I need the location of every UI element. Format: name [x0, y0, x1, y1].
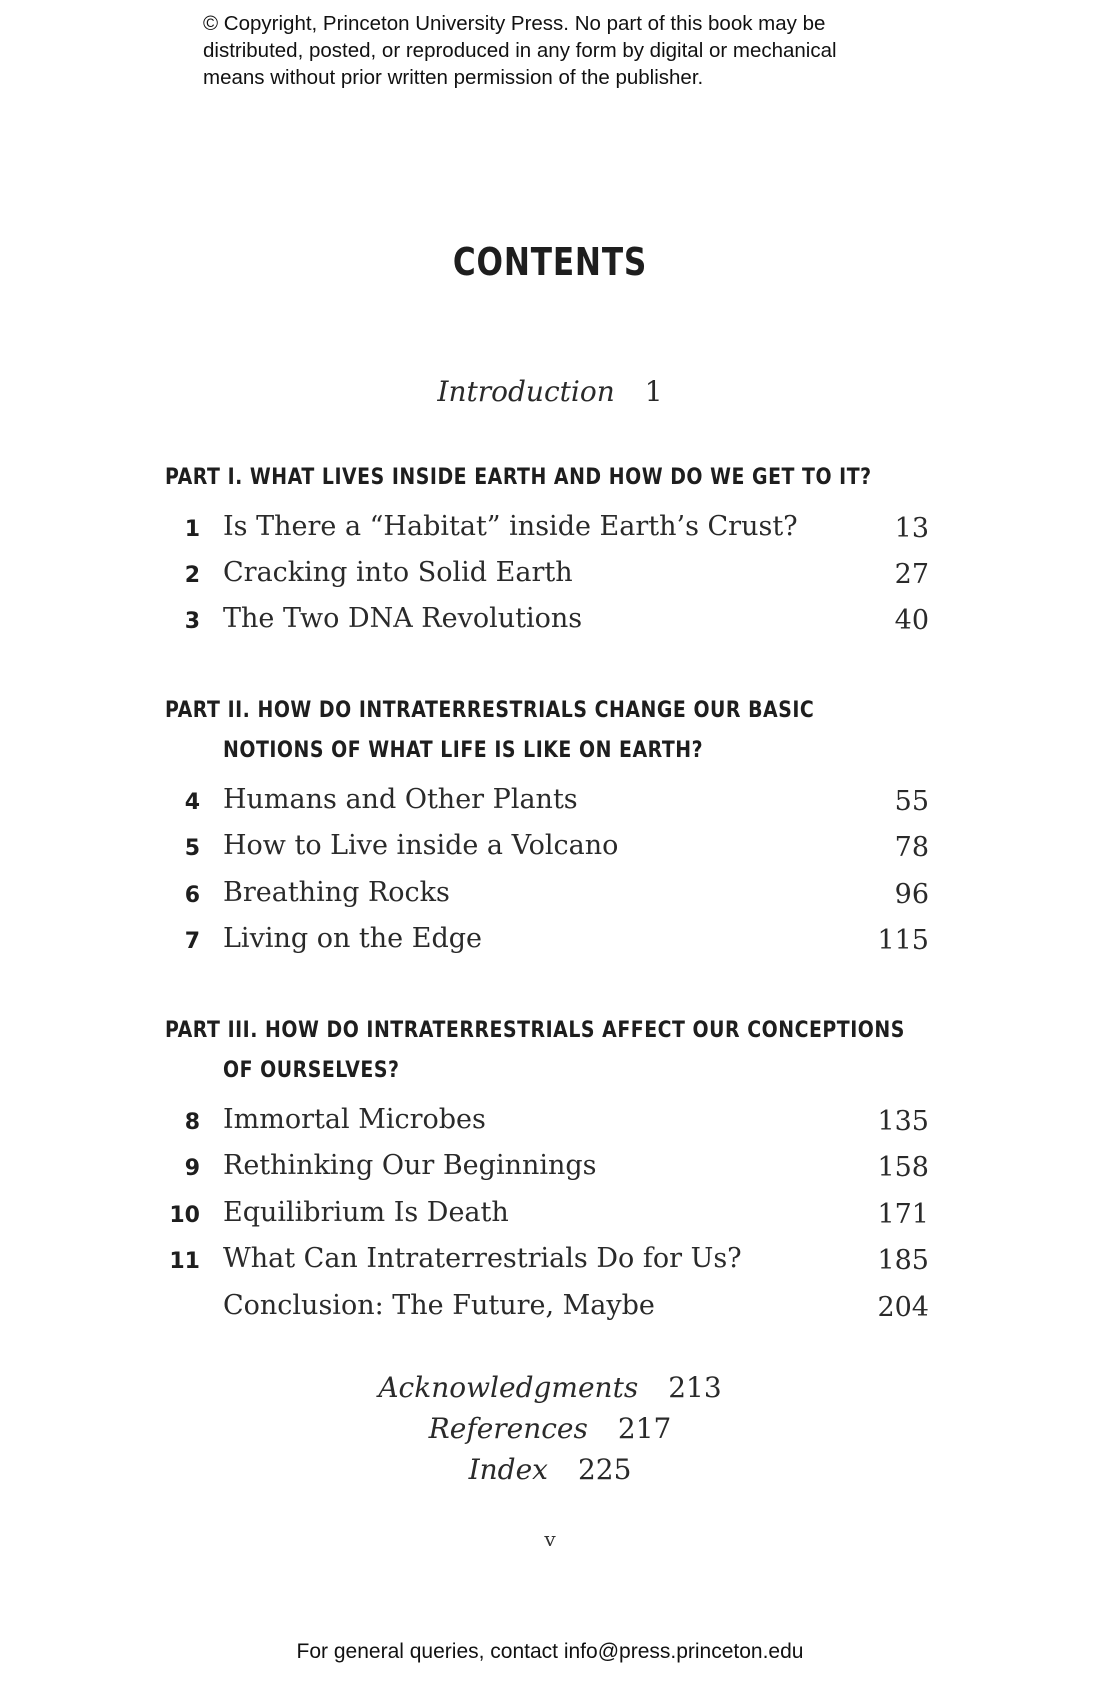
footer-contact-note: For general queries, contact info@press.princeton.edu — [296, 1640, 804, 1663]
chapter-title: Is There a “Habitat” inside Earth’s Crust? — [223, 511, 798, 542]
chapter-page: 171 — [877, 1199, 929, 1230]
toc-entry-title: Index — [468, 1453, 548, 1486]
toc-entry-index[interactable] — [0, 1453, 1100, 1486]
toc-entry-acknowledgments[interactable] — [0, 1371, 1100, 1404]
copyright-notice — [203, 10, 923, 91]
chapter-title: Immortal Microbes — [223, 1104, 486, 1135]
chapter-title: Breathing Rocks — [223, 877, 450, 908]
toc-entry-title: Acknowledgments — [378, 1371, 639, 1404]
toc-chapter-row[interactable] — [165, 1290, 929, 1330]
chapter-number: 11 — [169, 1249, 200, 1274]
toc-entry-title: References — [428, 1412, 588, 1445]
chapter-title: Cracking into Solid Earth — [223, 557, 573, 588]
chapter-page: 13 — [894, 513, 929, 544]
toc-chapter-row[interactable] — [165, 1104, 929, 1144]
toc-chapter-row[interactable] — [165, 1150, 929, 1190]
chapter-page: 158 — [877, 1152, 929, 1183]
toc-chapter-row[interactable] — [165, 603, 929, 643]
chapter-page: 115 — [877, 925, 929, 956]
chapter-page: 55 — [894, 786, 929, 817]
copyright-line: distributed, posted, or reproduced in any form by digital or mechanical — [203, 39, 837, 62]
chapter-title: Equilibrium Is Death — [223, 1197, 509, 1228]
toc-chapter-row[interactable] — [165, 1243, 929, 1283]
chapter-number: 4 — [184, 790, 200, 815]
chapter-number: 5 — [184, 836, 200, 861]
chapter-page: 78 — [894, 832, 929, 863]
toc-chapter-row[interactable] — [165, 923, 929, 963]
chapter-title: Rethinking Our Beginnings — [223, 1150, 597, 1181]
toc-chapter-row[interactable] — [165, 1197, 929, 1237]
chapter-number: 3 — [184, 609, 200, 634]
chapter-number: 9 — [184, 1156, 200, 1181]
part-heading-continued: OF OURSELVES? — [223, 1058, 400, 1083]
chapter-number: 7 — [184, 929, 200, 954]
chapter-number: 8 — [184, 1110, 200, 1135]
chapter-title: Living on the Edge — [223, 923, 482, 954]
copyright-line: © Copyright, Princeton University Press. No part of this book may be — [203, 12, 826, 35]
toc-chapter-row[interactable] — [165, 830, 929, 870]
toc-chapter-row[interactable] — [165, 784, 929, 824]
copyright-line: means without prior written permission of the publisher. — [203, 66, 704, 89]
chapter-title: How to Live inside a Volcano — [223, 830, 619, 861]
chapter-number: 10 — [169, 1203, 200, 1228]
toc-entry-references[interactable] — [0, 1412, 1100, 1445]
chapter-title: What Can Intraterrestrials Do for Us? — [223, 1243, 742, 1274]
toc-entry-page: 217 — [617, 1412, 672, 1445]
toc-entry-page: 213 — [668, 1371, 722, 1404]
toc-chapter-row[interactable] — [165, 877, 929, 917]
part-heading: PART II. HOW DO INTRATERRESTRIALS CHANGE OUR BASIC — [165, 698, 815, 723]
page-title: CONTENTS — [452, 240, 648, 284]
toc-entry-introduction[interactable] — [0, 375, 1100, 408]
toc-chapter-row[interactable] — [165, 557, 929, 597]
chapter-page: 204 — [877, 1292, 929, 1323]
part-heading: PART I. WHAT LIVES INSIDE EARTH AND HOW DO WE GET TO IT? — [165, 465, 872, 490]
chapter-page: 185 — [877, 1245, 929, 1276]
chapter-title: Conclusion: The Future, Maybe — [223, 1290, 655, 1321]
chapter-page: 96 — [894, 879, 929, 910]
part-heading: PART III. HOW DO INTRATERRESTRIALS AFFECT OUR CONCEPTIONS — [165, 1018, 905, 1043]
page-folio: v — [544, 1527, 556, 1551]
chapter-title: Humans and Other Plants — [223, 784, 578, 815]
chapter-number: 6 — [184, 883, 200, 908]
toc-entry-page: 1 — [644, 375, 663, 408]
chapter-page: 27 — [894, 559, 929, 590]
chapter-number: 1 — [184, 517, 200, 542]
part-heading-continued: NOTIONS OF WHAT LIFE IS LIKE ON EARTH? — [223, 738, 704, 763]
chapter-page: 135 — [877, 1106, 929, 1137]
chapter-title: The Two DNA Revolutions — [223, 603, 583, 634]
toc-entry-title: Introduction — [437, 375, 615, 408]
toc-chapter-row[interactable] — [165, 511, 929, 551]
chapter-page: 40 — [894, 605, 929, 636]
chapter-number: 2 — [184, 563, 200, 588]
toc-entry-page: 225 — [577, 1453, 632, 1486]
